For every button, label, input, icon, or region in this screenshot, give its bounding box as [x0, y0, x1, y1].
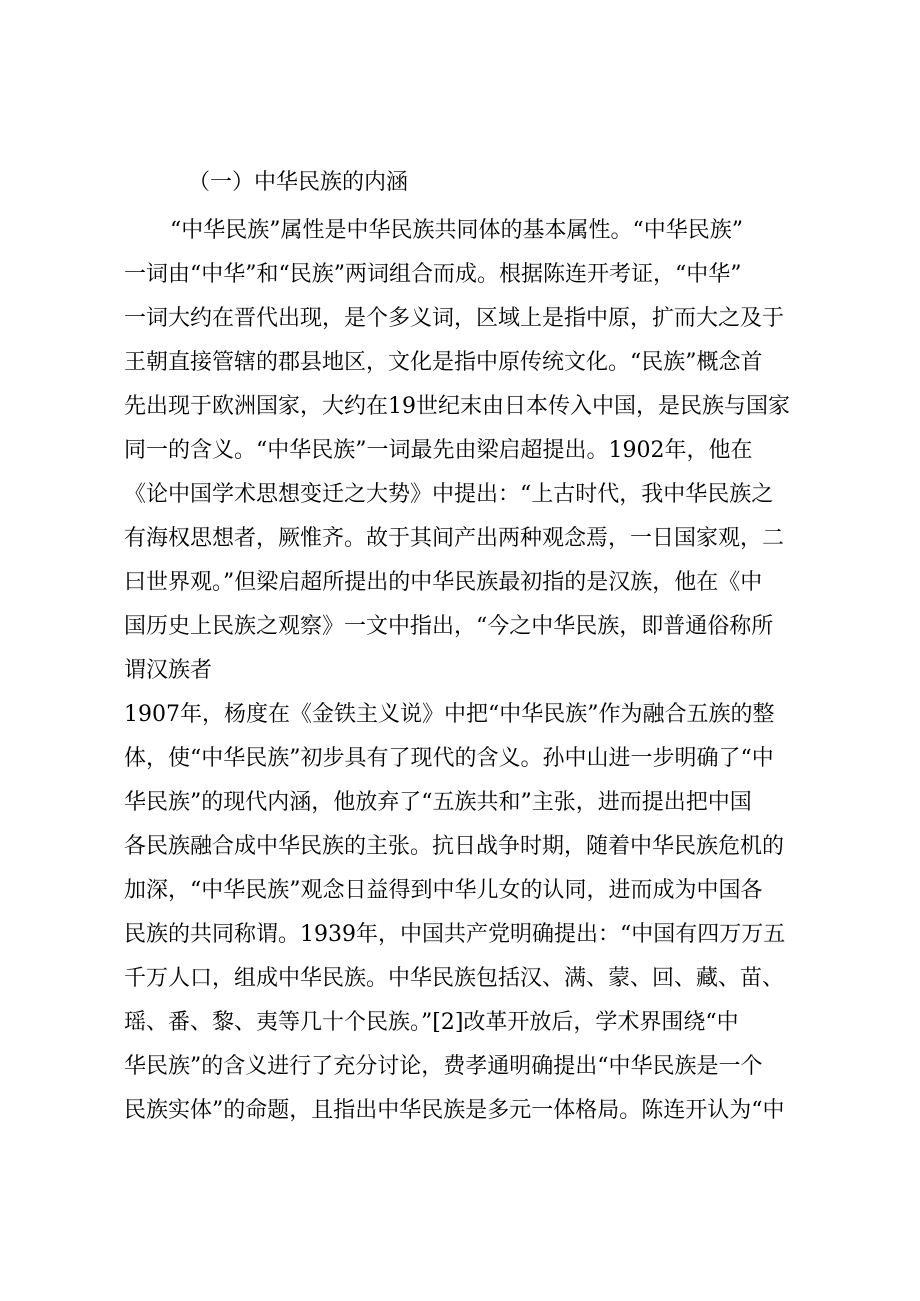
paragraph-line: 华民族”的现代内涵，他放弃了“五族共和”主张，进而提出把中国	[124, 790, 752, 815]
paragraph-line: 一词大约在晋代出现，是个多义词，区域上是指中原，扩而大之及于	[124, 306, 785, 331]
paragraph-line: 谓汉族者	[124, 658, 213, 683]
paragraph-line: 民族的共同称谓。1939年，中国共产党明确提出：“中国有四万万五	[124, 922, 786, 947]
paragraph-line: 千万人口，组成中华民族。中华民族包括汉、满、蒙、回、藏、苗、	[124, 966, 785, 991]
paragraph-line: 王朝直接管辖的郡县地区，文化是指中原传统文化。“民族”概念首	[124, 350, 763, 375]
paragraph-line: 华民族”的含义进行了充分讨论，费孝通明确提出“中华民族是一个	[124, 1054, 763, 1079]
paragraph-line: 各民族融合成中华民族的主张。抗日战争时期，随着中华民族危机的	[124, 834, 785, 859]
paragraph-line: “中华民族”属性是中华民族共同体的基本属性。“中华民族”	[170, 218, 743, 243]
paragraph-line: 曰世界观。”但梁启超所提出的中华民族最初指的是汉族，他在《中	[124, 570, 763, 595]
paragraph-line: 加深，“中华民族”观念日益得到中华儿女的认同，进而成为中国各	[124, 878, 763, 903]
paragraph-line: 先出现于欧洲国家，大约在19世纪末由日本传入中国，是民族与国家	[124, 394, 790, 419]
section-heading: （一）中华民族的内涵	[188, 170, 409, 195]
paragraph-line: 一词由“中华”和“民族”两词组合而成。根据陈连开考证，“中华”	[124, 262, 742, 287]
paragraph-line: 瑶、番、黎、夷等几十个民族。”[2]改革开放后，学术界围绕“中	[124, 1010, 739, 1035]
paragraph-line: 民族实体”的命题，且指出中华民族是多元一体格局。陈连开认为“中	[124, 1098, 785, 1123]
paragraph-line: 1907年，杨度在《金铁主义说》中把“中华民族”作为融合五族的整	[124, 702, 775, 727]
paragraph-line: 同一的含义。“中华民族”一词最先由梁启超提出。1902年，他在	[124, 438, 753, 463]
paragraph-line: 体，使“中华民族”初步具有了现代的含义。孙中山进一步明确了“中	[124, 746, 774, 771]
paragraph-line: 《论中国学术思想变迁之大势》中提出：“上古时代，我中华民族之	[124, 482, 774, 507]
paragraph-line: 国历史上民族之观察》一文中指出，“今之中华民族，即普通俗称所	[124, 614, 774, 639]
paragraph-line: 有海权思想者，厥惟齐。故于其间产出两种观念焉，一日国家观，二	[124, 526, 785, 551]
